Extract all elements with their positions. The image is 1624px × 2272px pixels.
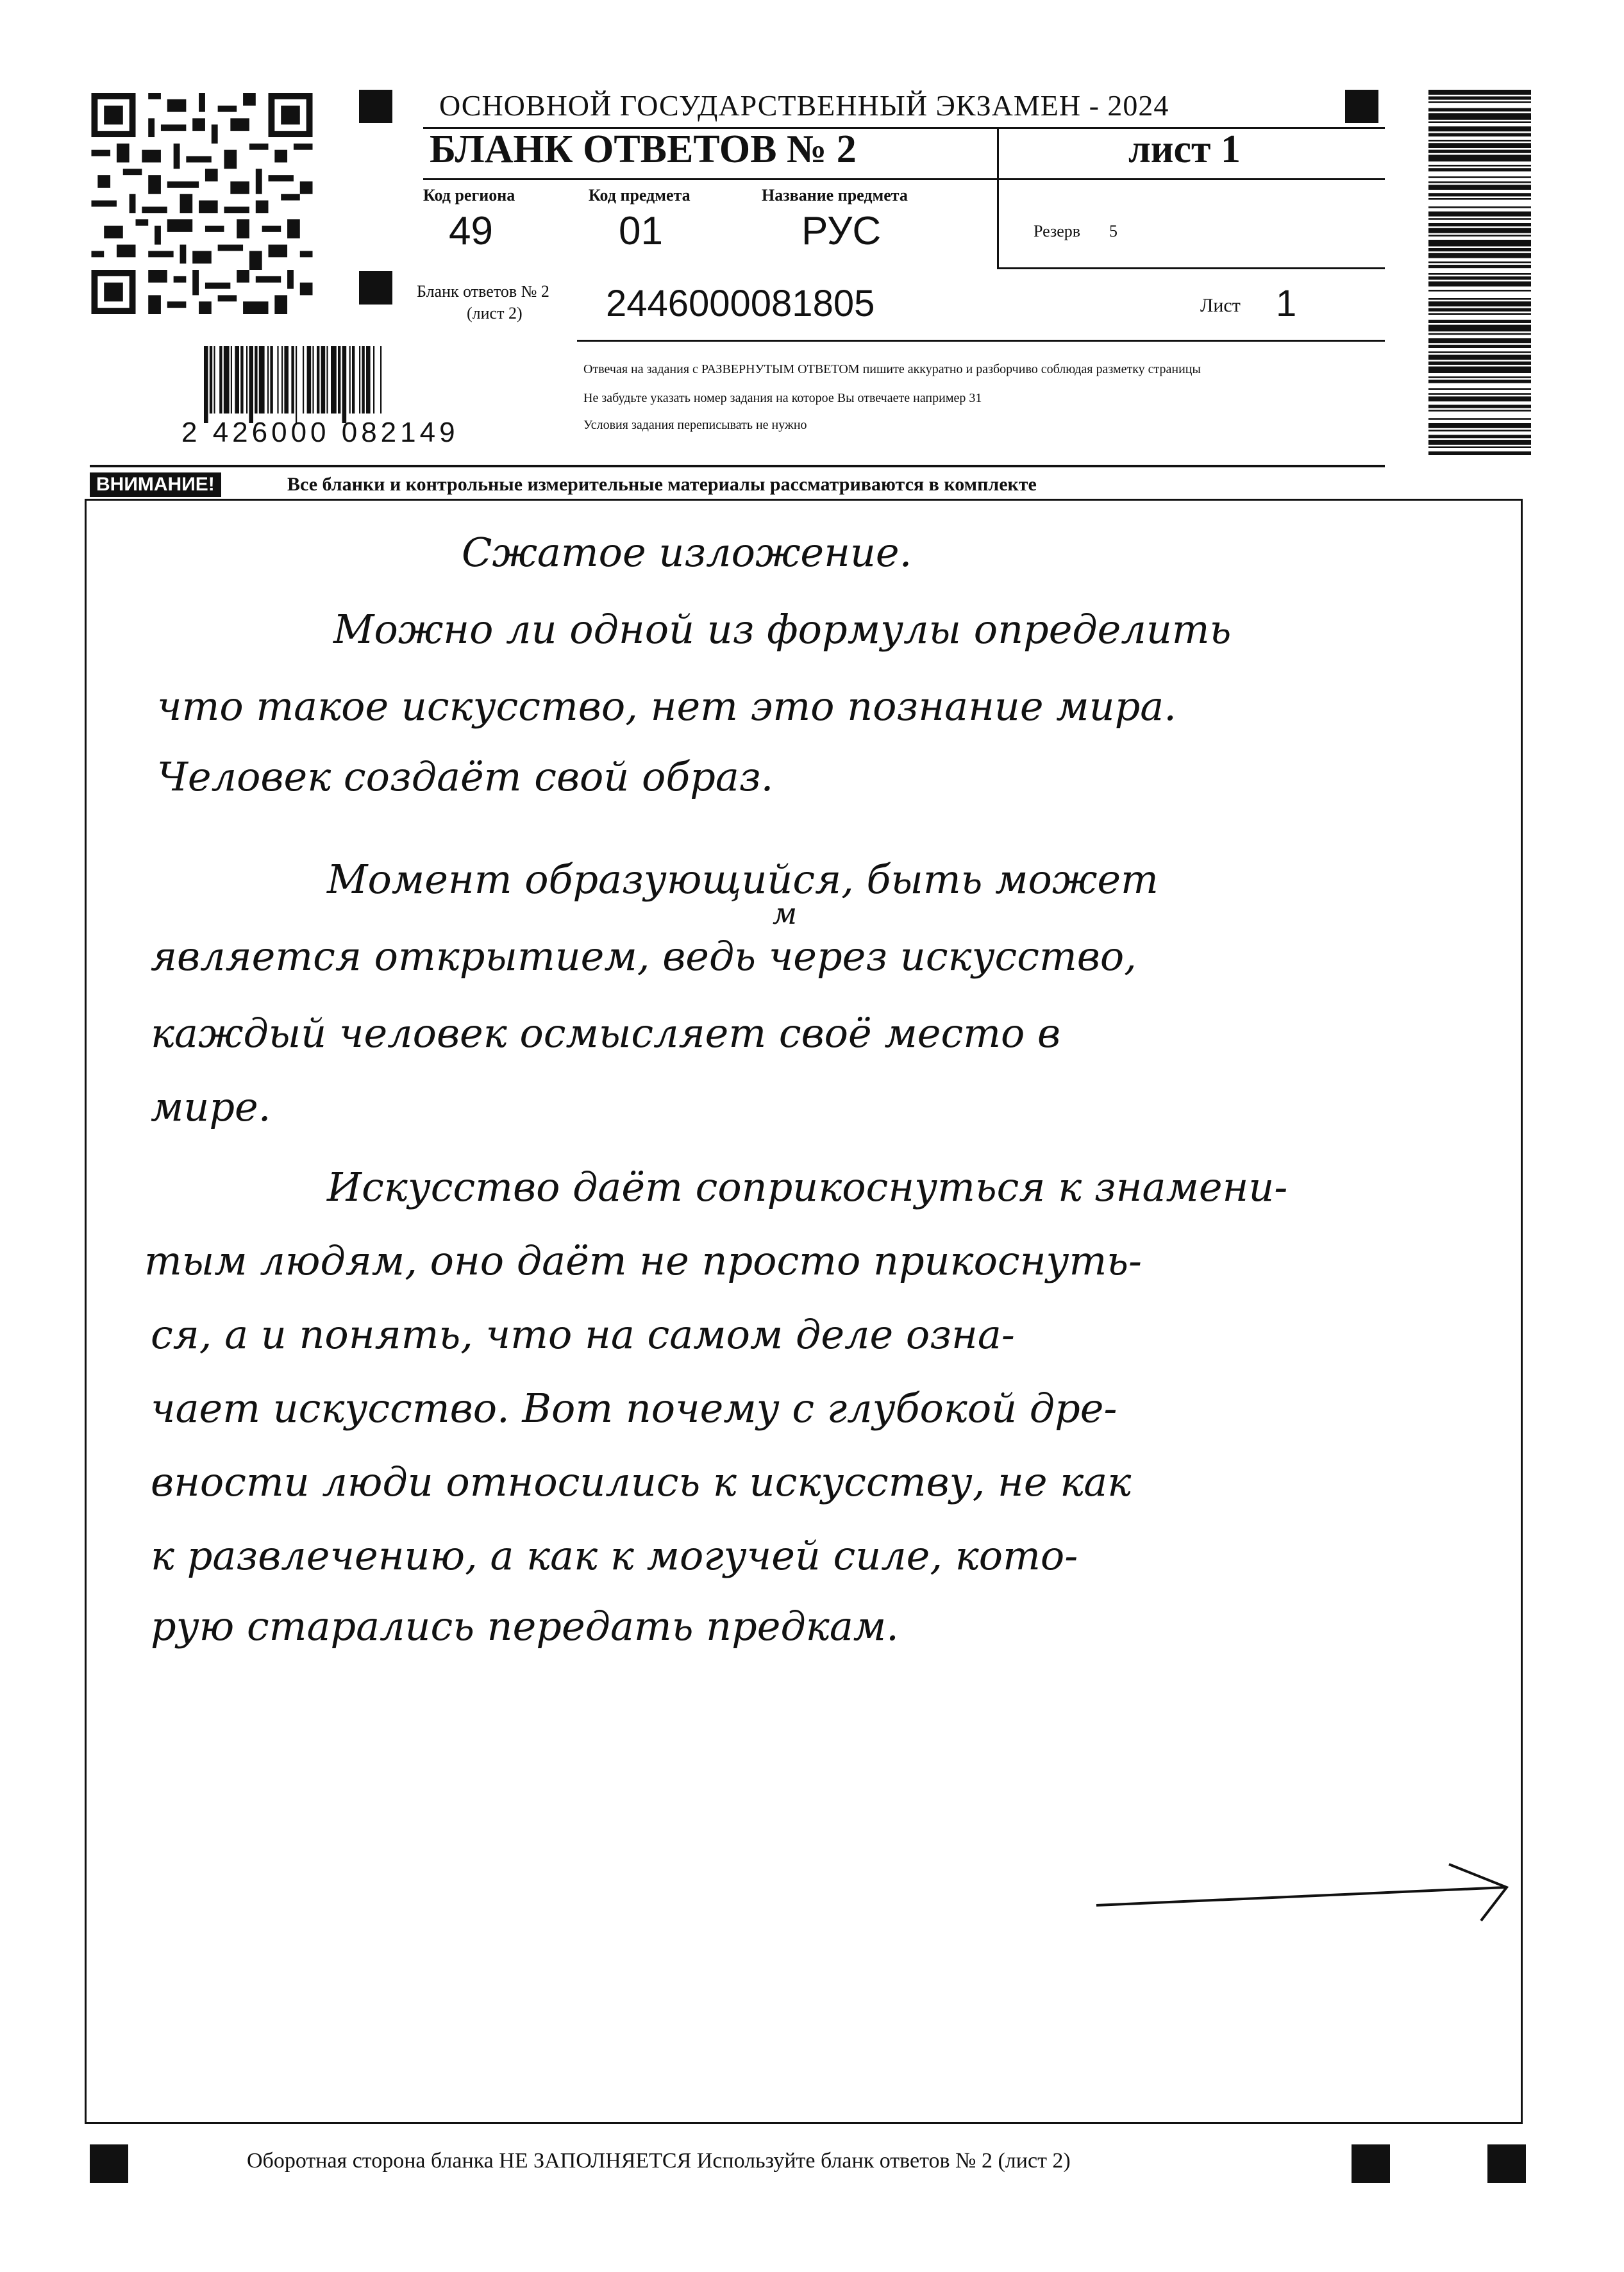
answer-line-8: мире.: [151, 1083, 271, 1130]
header-vertical-divider: [997, 128, 999, 268]
continuation-arrow-icon: [1090, 1859, 1513, 1930]
answer-line-1: Сжатое изложение.: [462, 529, 912, 576]
answer-insertion-mark: м: [773, 896, 798, 931]
form-title: БЛАНК ОТВЕТОВ № 2: [430, 128, 857, 171]
answer-line-11: ся, а и понять, что на самом деле озна-: [151, 1311, 1015, 1358]
answer-line-4: Человек создаёт свой образ.: [157, 753, 774, 800]
alignment-marker-middle-left: [359, 271, 392, 305]
answer-line-10: тым людям, оно даёт не просто прикоснуть-: [144, 1237, 1142, 1284]
attention-badge: ВНИМАНИЕ!: [90, 472, 221, 497]
linked-form-label: Бланк ответов № 2: [417, 282, 549, 301]
sheet-title: лист 1: [1128, 128, 1241, 171]
sheet-value: 1: [1276, 283, 1297, 324]
subject-name-label: Название предмета: [762, 186, 908, 205]
exam-title: ОСНОВНОЙ ГОСУДАРСТВЕННЫЙ ЭКЗАМЕН - 2024: [439, 89, 1169, 122]
alignment-marker-bottom-right-1: [1352, 2144, 1390, 2183]
qr-code: [90, 93, 314, 314]
region-value: 49: [449, 209, 493, 253]
reserve-value: 5: [1109, 222, 1118, 240]
fields-bottom-rule: [997, 267, 1385, 269]
answer-line-15: рую старались передать предкам.: [151, 1603, 899, 1650]
barcode-number: 2 426000 082149: [181, 417, 459, 448]
alignment-marker-bottom-right-2: [1487, 2144, 1526, 2183]
answer-line-12: чает искусство. Вот почему с глубокой дре-: [151, 1385, 1118, 1432]
serial-bottom-rule: [577, 340, 1385, 342]
linked-form-number: 2446000081805: [606, 283, 875, 324]
answer-line-14: к развлечению, а как к могучей силе, кото-: [151, 1532, 1078, 1579]
answer-line-3: что такое искусство, нет это познание мира.: [157, 683, 1176, 730]
form-title-rule: [423, 178, 1385, 180]
sheet-label: Лист: [1200, 295, 1241, 316]
attention-text: Все бланки и контрольные измерительные материалы рассматриваются в комплекте: [287, 474, 1037, 495]
attention-top-rule: [90, 465, 1385, 467]
reserve-label: Резерв: [1034, 222, 1081, 240]
barcode-left: [204, 346, 540, 423]
alignment-marker-top-left: [359, 90, 392, 123]
answer-line-13: вности люди относились к искусству, не как: [151, 1458, 1132, 1505]
footer-note: Оборотная сторона бланка НЕ ЗАПОЛНЯЕТСЯ Используйте бланк ответов № 2 (лист 2): [247, 2149, 1071, 2173]
answer-line-2: Можно ли одной из формулы определить: [333, 606, 1232, 653]
alignment-marker-top-right: [1345, 90, 1378, 123]
linked-form-sublabel: (лист 2): [467, 304, 523, 322]
subject-name-value: РУС: [801, 209, 882, 253]
subject-code-value: 01: [619, 209, 663, 253]
instruction-line-1: Отвечая на задания с РАЗВЕРНУТЫМ ОТВЕТОМ пишите аккуратно и разборчиво соблюдая разметку страницы: [583, 362, 1201, 376]
answer-line-5: Момент образующийся, быть может: [327, 856, 1159, 903]
subject-code-label: Код предмета: [589, 186, 691, 205]
answer-line-9: Искусство даёт соприкоснуться к знамени-: [327, 1164, 1288, 1210]
alignment-marker-bottom-left: [90, 2144, 128, 2183]
answer-line-6: является открытием, ведь через искусство,: [151, 933, 1137, 980]
instruction-line-2: Не забудьте указать номер задания на которое Вы отвечаете например 31: [583, 391, 982, 405]
instruction-line-3: Условия задания переписывать не нужно: [583, 418, 807, 432]
answer-line-7: каждый человек осмысляет своё место в: [151, 1010, 1061, 1057]
region-label: Код региона: [423, 186, 515, 205]
barcode-right: [1428, 90, 1531, 455]
